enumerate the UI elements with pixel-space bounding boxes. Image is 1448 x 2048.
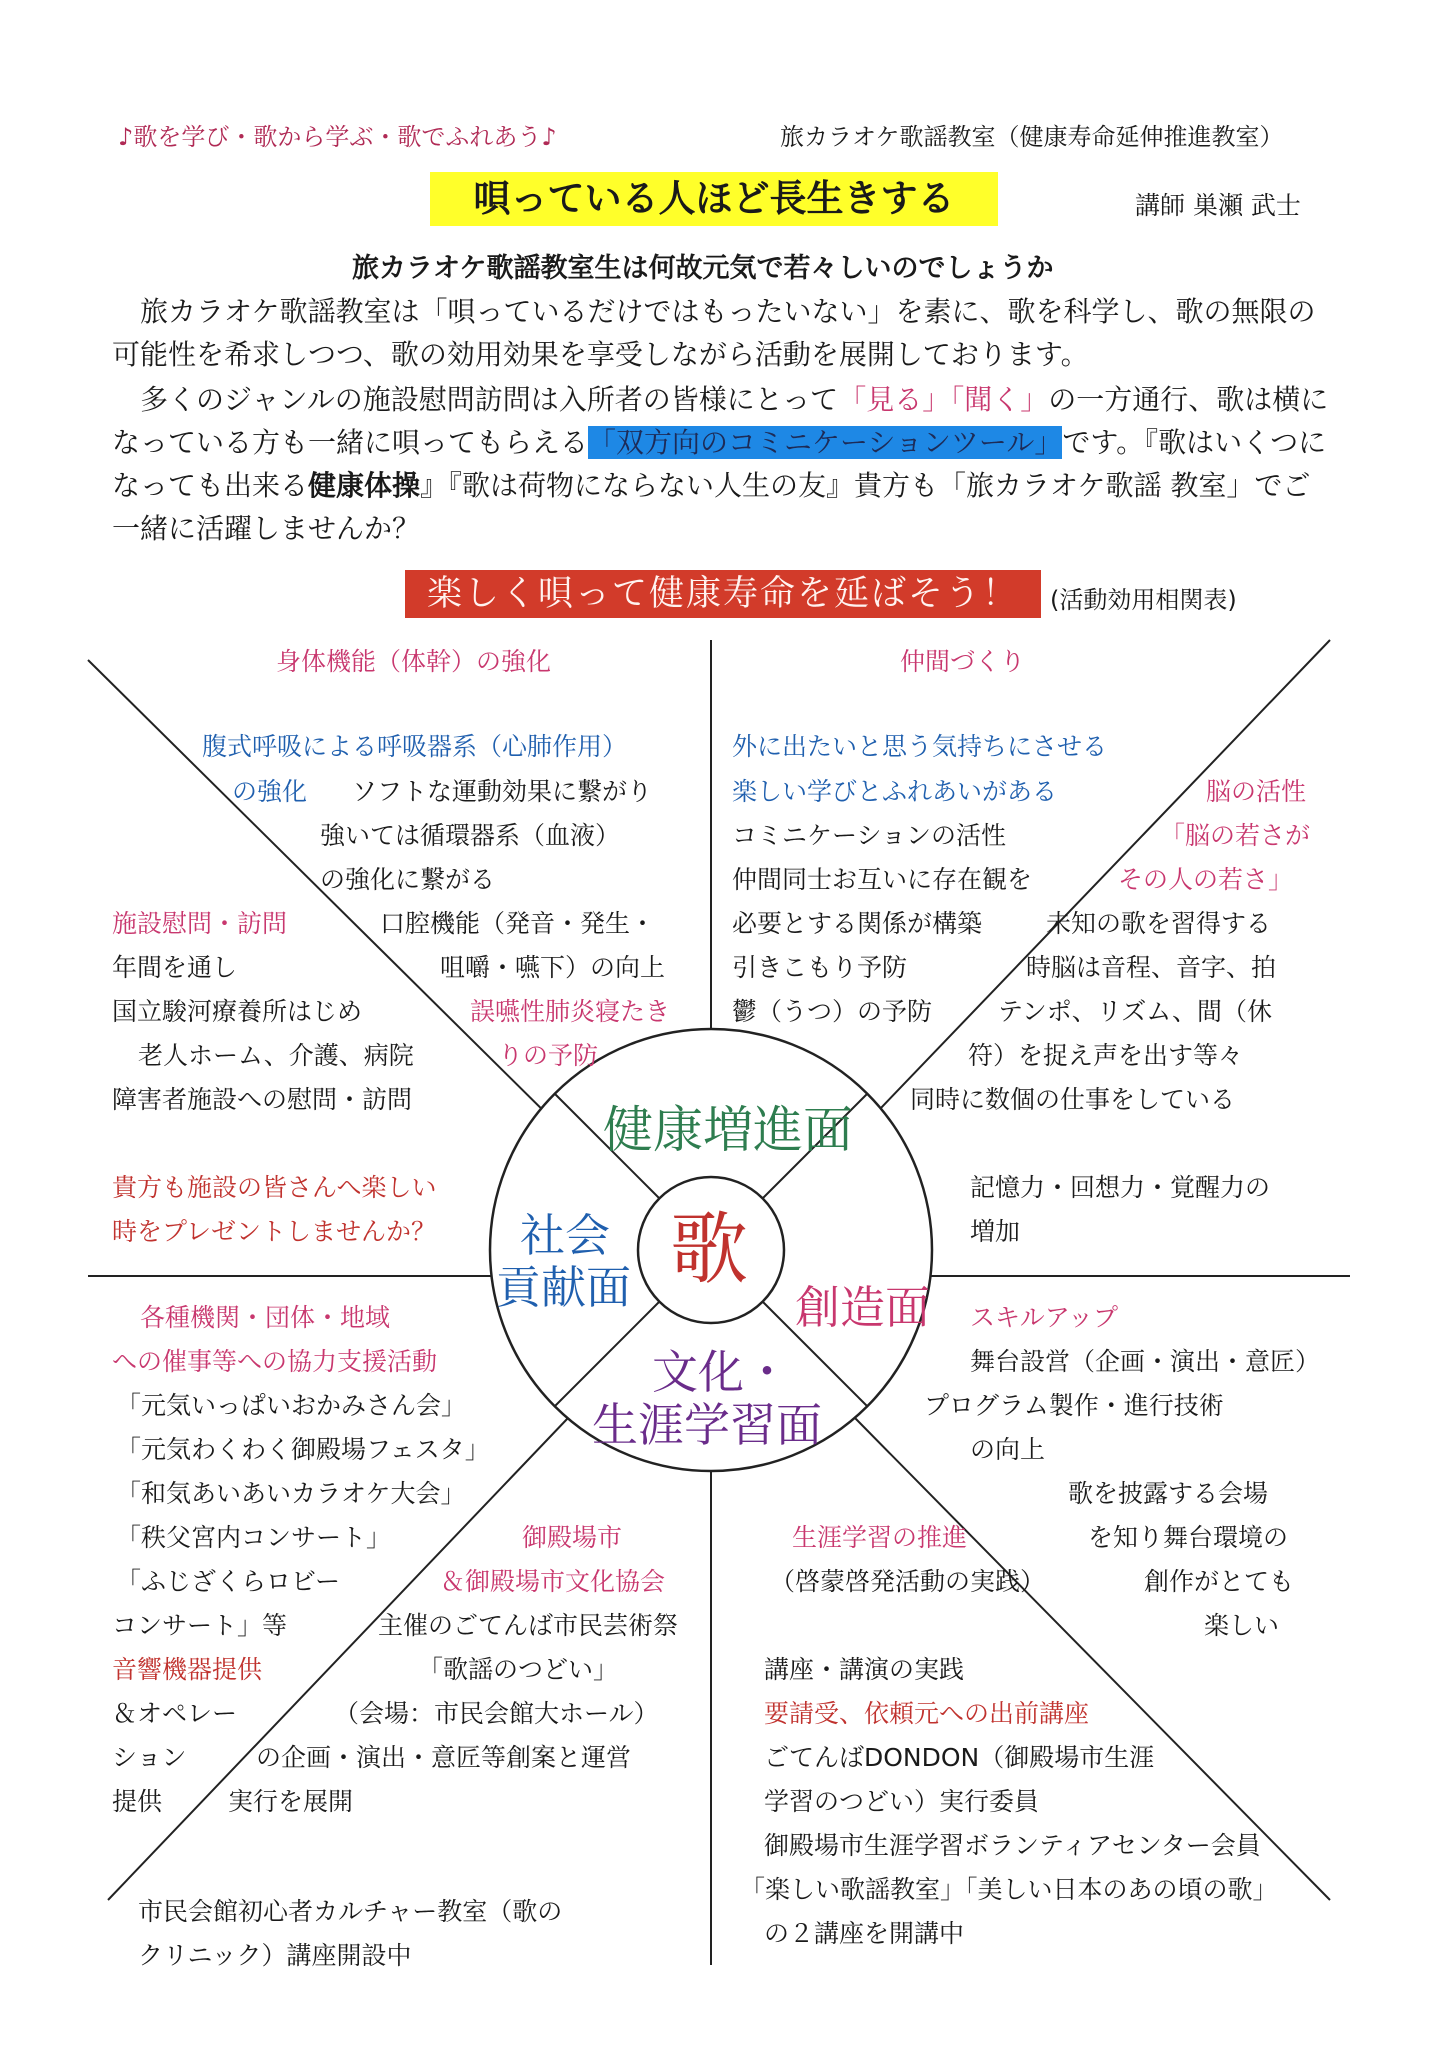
culture-label-1: 文化・ <box>652 1345 790 1399</box>
brain-line: その人の若さ」 <box>1118 865 1294 894</box>
lifelong-line: の２講座を開講中 <box>764 1919 965 1948</box>
city-line: 市民会館初心者カルチャー教室（歌の <box>138 1897 563 1926</box>
friends-heading: 仲間づくり <box>900 647 1026 676</box>
brain-line: 記憶力・回想力・覚醒力の <box>970 1173 1271 1202</box>
support-line: 音響機器提供 <box>112 1655 263 1684</box>
body-function-line: 口腔機能（発音・発生・ <box>380 909 656 938</box>
support-line: 各種機関・団体・地域 <box>140 1303 391 1332</box>
health-label: 健康増進面 <box>603 1101 853 1159</box>
p2-kiku: 「聞く」 <box>950 383 1049 416</box>
support-line: への催事等への協力支援活動 <box>112 1347 438 1376</box>
skill-line: プログラム製作・進行技術 <box>924 1391 1224 1420</box>
brain-line: 増加 <box>970 1217 1021 1246</box>
skill-heading: スキルアップ <box>970 1303 1119 1332</box>
p2-text-d: 』『歌は荷物にならない人生の友』貴方も「旅カラオケ歌謡 教室」でご一緒に活躍しませんか？ <box>112 469 1311 545</box>
friends-line: 仲間同士お互いに存在観を <box>732 865 1033 894</box>
visit-line: 年間を通し <box>112 953 238 982</box>
lifelong-heading: 生涯学習の推進 <box>792 1523 968 1552</box>
lifelong-line: 要請受、依頼元への出前講座 <box>764 1699 1090 1728</box>
support-line: ＆オペレー <box>112 1699 238 1728</box>
city-line: （会場：市民会館大ホール） <box>334 1699 659 1728</box>
city-line: 主催のごてんば市民芸術祭 <box>378 1611 679 1640</box>
support-line: 「元気いっぱいおかみさん会」 <box>116 1391 467 1420</box>
p2-text-a: 多くのジャンルの施設慰問訪問は入所者の皆様にとって <box>140 383 839 416</box>
friends-line: コミニケーションの活性 <box>732 821 1007 850</box>
brain-line: 「脳の若さが <box>1160 821 1311 850</box>
p2-bold: 健康体操 <box>308 469 421 502</box>
p2-text-b: の一方通行、歌は横になっている方も一緒に唄ってもらえる <box>112 383 1329 459</box>
culture-label-2: 生涯学習面 <box>592 1398 822 1452</box>
banner-note: (活動効用相関表) <box>1050 586 1237 614</box>
skill-line: を知り舞台環境の <box>1088 1523 1289 1552</box>
visit-line: 時をプレゼントしませんか？ <box>112 1217 437 1246</box>
city-line: 「歌謡のつどい」 <box>418 1655 619 1684</box>
city-line: ＆御殿場市文化協会 <box>440 1567 666 1596</box>
core-word: 歌 <box>670 1205 749 1295</box>
header-slogan: ♪歌を学び・歌から学ぶ・歌でふれあう♪ <box>118 123 557 151</box>
skill-line: 舞台設営（企画・演出・意匠） <box>970 1347 1321 1376</box>
visit-heading: 施設慰問・訪問 <box>112 909 288 938</box>
support-line: 提供 <box>112 1787 163 1816</box>
p2-miru: 「見る」 <box>838 383 951 416</box>
brain-line: テンポ、リズム、間（休 <box>998 997 1273 1026</box>
banner: 楽しく唄って健康寿命を延ばそう！ <box>405 570 1041 618</box>
body-function-line: の強化 <box>232 777 308 806</box>
support-line: 「ふじざくらロビー <box>116 1567 341 1596</box>
social-label-1: 社会 <box>520 1209 611 1262</box>
lifelong-line: 御殿場市生涯学習ボランティアセンター会員 <box>764 1831 1261 1860</box>
visit-line: 老人ホーム、介護、病院 <box>138 1041 414 1070</box>
intro-subtitle: 旅カラオケ歌謡教室生は何故元気で若々しいのでしょうか <box>352 253 1054 284</box>
body-function-line: 誤嚥性肺炎寝たき <box>470 997 671 1026</box>
friends-line: 外に出たいと思う気持ちにさせる <box>732 732 1108 761</box>
lifelong-line: （啓蒙啓発活動の実践） <box>770 1567 1046 1596</box>
brain-line: 符）を捉え声を出す等々 <box>968 1041 1244 1070</box>
body-function-line: 腹式呼吸による呼吸器系（心肺作用） <box>202 732 628 761</box>
city-line: 御殿場市 <box>522 1523 623 1552</box>
skill-line: 歌を披露する会場 <box>1068 1479 1269 1508</box>
program-name: 旅カラオケ歌謡教室（健康寿命延伸推進教室） <box>780 123 1284 151</box>
visit-line: 国立駿河療養所はじめ <box>112 997 363 1026</box>
p2-text-c: です。『歌はいくつになっても出来る <box>112 426 1327 502</box>
brain-line: 同時に数個の仕事をしている <box>910 1085 1236 1114</box>
lifelong-line: 「楽しい歌謡教室」「美しい日本のあの頃の歌」 <box>740 1875 1278 1904</box>
page-title: 唄っている人ほど長生きする <box>430 172 998 226</box>
skill-line: 創作がとても <box>1144 1567 1295 1596</box>
lifelong-line: ごてんばDONDON（御殿場市生涯 <box>764 1743 1155 1772</box>
city-line: 実行を展開 <box>228 1787 354 1816</box>
creative-label: 創造面 <box>795 1281 931 1334</box>
visit-line: 障害者施設への慰問・訪問 <box>112 1085 413 1114</box>
city-line: の企画・演出・意匠等創案と運営 <box>256 1743 632 1772</box>
friends-line: 必要とする関係が構築 <box>732 909 983 938</box>
lifelong-line: 学習のつどい）実行委員 <box>764 1787 1040 1816</box>
visit-line: 貴方も施設の皆さんへ楽しい <box>112 1173 437 1202</box>
body-function-line: の強化に繋がる <box>320 865 496 894</box>
body-function-line: 咀嚼・嚥下）の向上 <box>440 953 666 982</box>
support-line: ション <box>112 1743 187 1772</box>
brain-line: 時脳は音程、音字、拍 <box>1026 953 1277 982</box>
body-function-line: 強いては循環器系（血液） <box>320 821 621 850</box>
brain-line: 未知の歌を習得する <box>1046 909 1272 938</box>
friends-line: 引きこもり予防 <box>732 953 908 982</box>
city-line: クリニック）講座開設中 <box>138 1941 412 1970</box>
skill-line: 楽しい <box>1204 1611 1280 1640</box>
skill-line: の向上 <box>970 1435 1046 1464</box>
support-line: 「秩父宮内コンサート」 <box>116 1523 392 1552</box>
support-line: 「和気あいあいカラオケ大会」 <box>116 1479 466 1508</box>
friends-line: 鬱（うつ）の予防 <box>732 997 933 1026</box>
body-function-line: ソフトな運動効果に繋がり <box>352 777 653 806</box>
instructor-name: 講師 巣瀬 武士 <box>1135 191 1301 220</box>
intro-paragraph-1: 旅カラオケ歌謡教室は「唄っているだけではもったいない」を素に、歌を科学し、歌の無限の可能性を希求しつつ、歌の効用効果を享受しながら活動を展開しております。 <box>112 295 1316 371</box>
body-function-heading: 身体機能（体幹）の強化 <box>276 647 552 676</box>
social-label-2: 貢献面 <box>496 1261 632 1314</box>
friends-line: 楽しい学びとふれあいがある <box>732 777 1058 806</box>
support-line: コンサート」等 <box>112 1611 288 1640</box>
body-function-line: りの予防 <box>498 1041 599 1070</box>
brain-heading: 脳の活性 <box>1206 777 1307 806</box>
p2-highlight: 「双方向のコミニケーションツール」 <box>588 426 1063 459</box>
support-line: 「元気わくわく御殿場フェスタ」 <box>116 1435 490 1464</box>
lifelong-line: 講座・講演の実践 <box>764 1655 965 1684</box>
